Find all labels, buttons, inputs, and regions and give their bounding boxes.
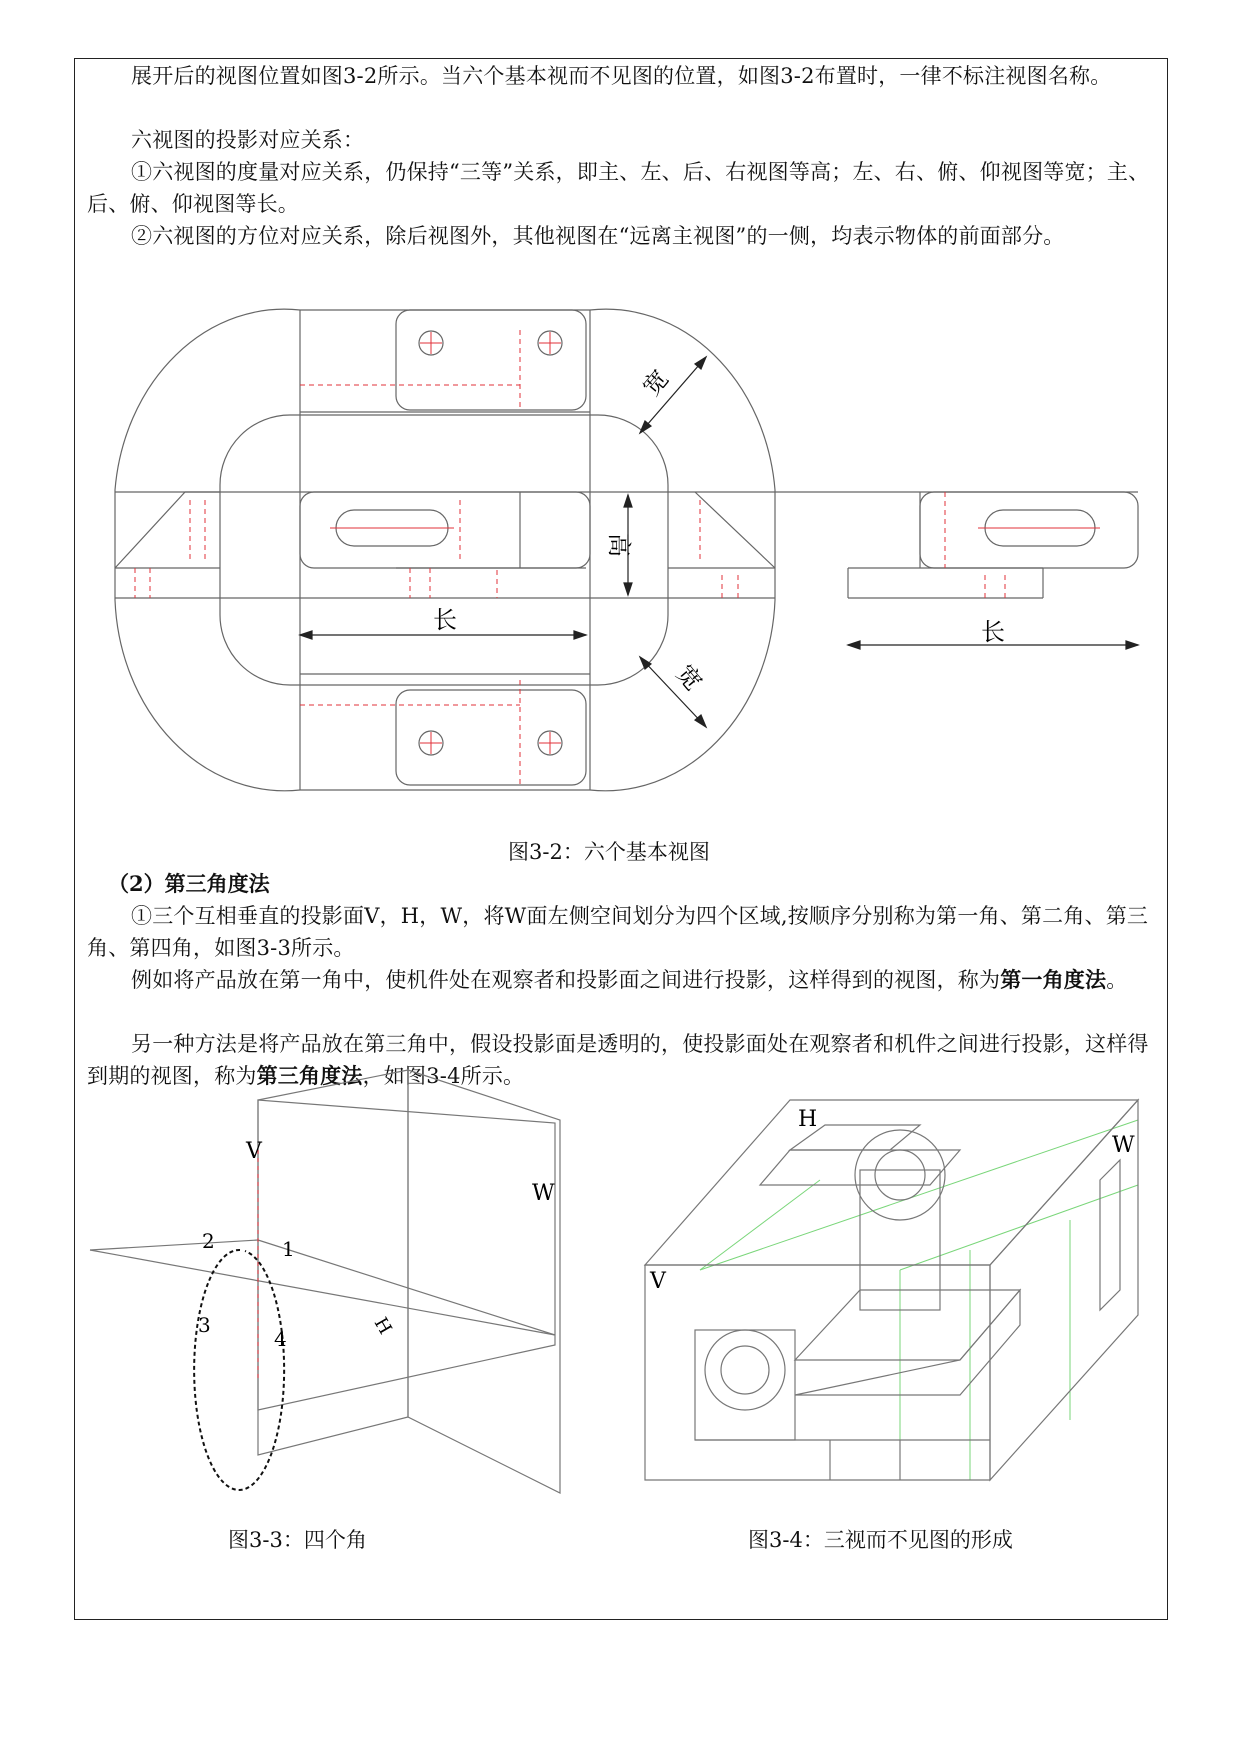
plane-label-w: W [532,1181,555,1206]
paragraph-projection-planes: ①三个互相垂直的投影面V，H，W，将W面左侧空间划分为四个区域,按顺序分别称为第一角、第二角、第三角、第四角，如图3-3所示。 [87,904,1149,960]
paragraph-orientation-relation: ②六视图的方位对应关系，除后视图外，其他视图在“远离主视图”的一侧，均表示物体的前面部分。 [131,224,1065,248]
quadrant-label-4: 4 [274,1327,287,1351]
section-heading-third-angle: （2）第三角度法 [108,871,270,896]
paragraph-third-angle: 另一种方法是将产品放在第三角中，假设投影面是透明的，使投影面处在观察者和机件之间进行投影，这样得到期的视图，称为第三角度法，如图3-4所示。 [87,1032,1149,1088]
caption-figure-3-3: 图3-3：四个角 [228,1528,367,1552]
plane-label-v: V [246,1139,262,1164]
dim-label-height: 高 [605,533,633,557]
plane-label-h: H [369,1314,396,1339]
dim-label-width-top: 宽 [637,364,675,402]
paragraph-measure-relation: ①六视图的度量对应关系，仍保持“三等”关系，即主、左、后、右视图等高；左、右、俯、仰视图等宽；主、后、俯、仰视图等长。 [87,160,1150,216]
dim-label-length-rear: 长 [981,618,1005,646]
plane-label-h: H [798,1107,818,1132]
quadrant-label-2: 2 [202,1229,215,1253]
dim-label-width-bottom: 宽 [670,659,708,697]
paragraph-view-positions: 展开后的视图位置如图3-2所示。当六个基本视而不见图的位置，如图3-2布置时，一律不标注视图名称。 [131,64,1112,88]
term-third-angle: 第三角度法 [256,1063,363,1088]
quadrant-label-1: 1 [282,1237,295,1261]
term-first-angle: 第一角度法 [1000,967,1107,992]
quadrant-label-3: 3 [198,1313,211,1337]
paragraph-first-angle: 例如将产品放在第一角中，使机件处在观察者和投影面之间进行投影，这样得到的视图，称为第一角度法。 [131,967,1128,992]
caption-figure-3-2: 图3-2：六个基本视图 [508,840,710,864]
caption-figure-3-4: 图3-4：三视而不见图的形成 [748,1528,1013,1552]
plane-label-v: V [650,1269,666,1294]
dim-label-length-front: 长 [433,606,457,634]
paragraph-projection-relation: 六视图的投影对应关系： [131,128,365,152]
plane-label-w: W [1112,1133,1135,1158]
